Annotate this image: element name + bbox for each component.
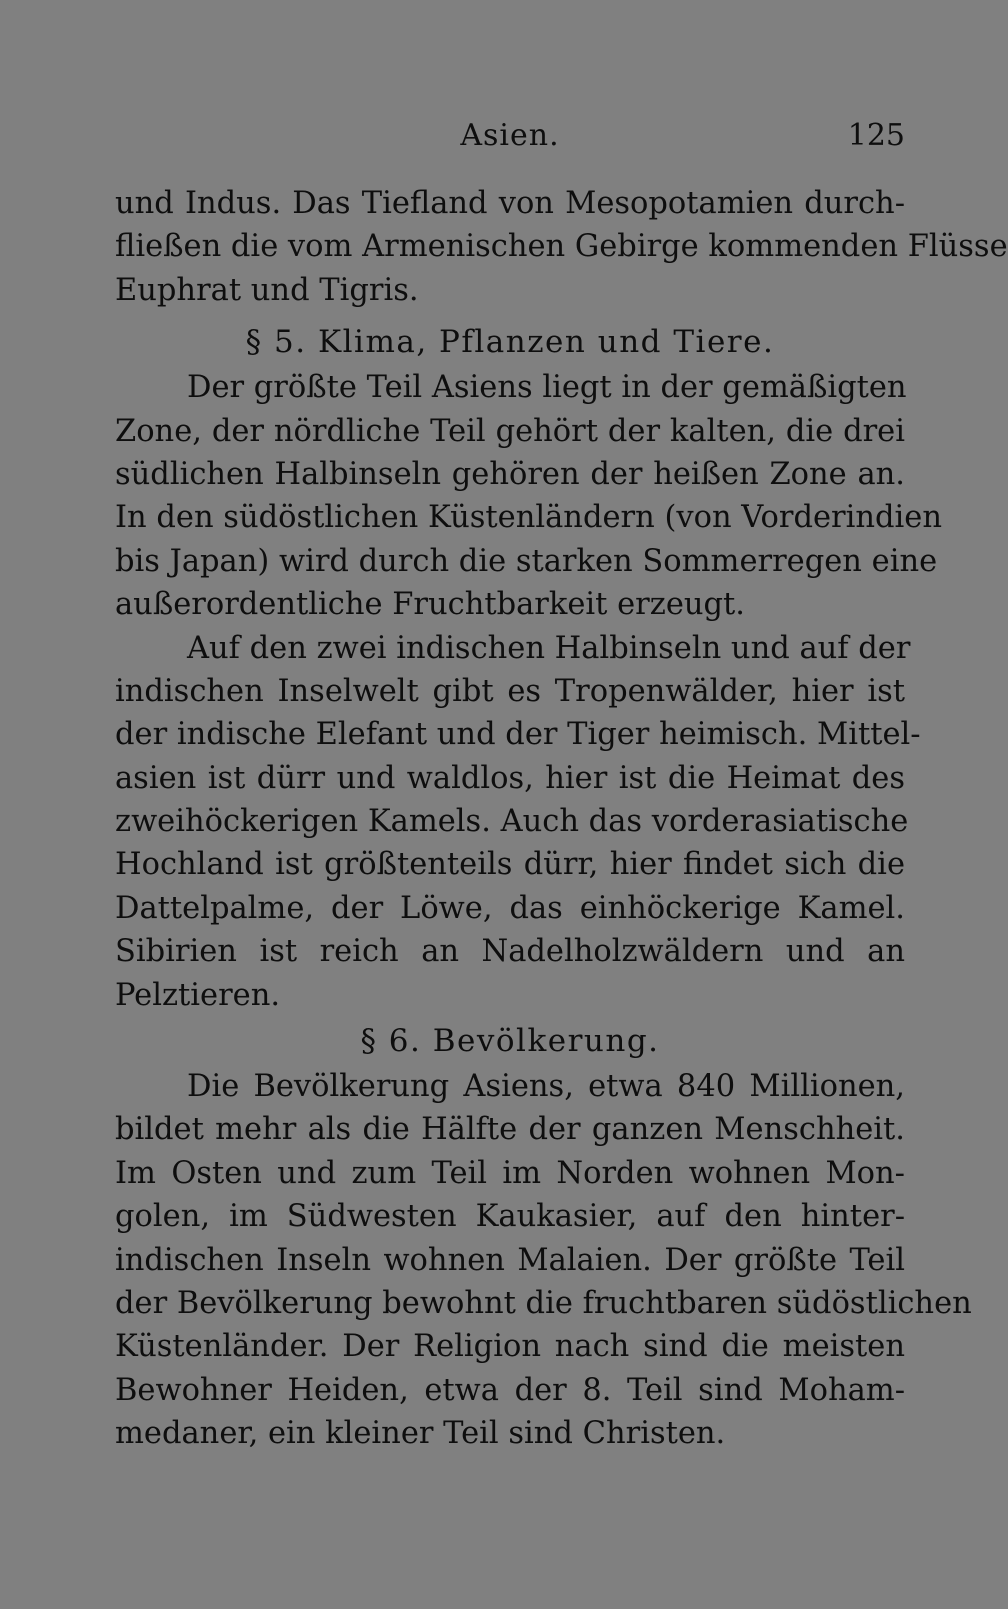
text-line: asien ist dürr und waldlos, hier ist die Heimat des xyxy=(115,760,905,796)
text-line: indischen Inselwelt gibt es Tropenwälder, hier ist xyxy=(115,673,905,709)
text-line: Dattelpalme, der Löwe, das einhöckerige Kamel. xyxy=(115,890,905,926)
text-line: medaner, ein kleiner Teil sind Christen. xyxy=(115,1416,726,1452)
text-line: zweihöckerigen Kamels. Auch das vorderasiatische xyxy=(115,804,909,840)
text-line: bis Japan) wird durch die starken Sommerregen eine xyxy=(115,543,938,579)
text-line: der indische Elefant und der Tiger heimisch. Mittel- xyxy=(115,717,921,753)
text-line: Pelztieren. xyxy=(115,977,281,1013)
text-line: außerordentliche Fruchtbarkeit erzeugt. xyxy=(115,587,745,623)
header-title: Asien. xyxy=(460,118,560,153)
text-line: südlichen Halbinseln gehören der heißen Zone an. xyxy=(115,456,905,492)
text-line: Hochland ist größtenteils dürr, hier findet sich die xyxy=(115,847,905,883)
section-6-paragraph-1 xyxy=(115,1065,972,1456)
text-line: Sibirien ist reich an Nadelholzwäldern und an xyxy=(115,934,905,970)
text-line: fließen die vom Armenischen Gebirge kommenden Flüsse xyxy=(115,229,1008,265)
text-line: golen, im Südwesten Kaukasier, auf den hinter- xyxy=(115,1199,905,1235)
section-5-paragraph-1 xyxy=(115,366,942,626)
section-heading-6: § 6. Bevölkerung. xyxy=(360,1023,660,1060)
text-line: der Bevölkerung bewohnt die fruchtbaren südöstlichen xyxy=(115,1285,972,1321)
text-line: und Indus. Das Tiefland von Mesopotamien durch- xyxy=(115,186,905,221)
text-line: Bewohner Heiden, etwa der 8. Teil sind Moham- xyxy=(115,1372,905,1408)
text-line: Auf den zwei indischen Halbinseln und auf der xyxy=(187,630,911,666)
text-line: Zone, der nördliche Teil gehört der kalten, die drei xyxy=(115,413,905,449)
page-number: 125 xyxy=(847,118,905,153)
section-5-paragraph-2 xyxy=(115,627,921,1018)
text-line: Im Osten und zum Teil im Norden wohnen Mon- xyxy=(115,1155,905,1191)
text-line: Küstenländer. Der Religion nach sind die meisten xyxy=(115,1329,905,1365)
text-line: In den südöstlichen Küstenländern (von Vorderindien xyxy=(115,500,942,536)
body-text xyxy=(115,182,1008,1456)
text-line: bildet mehr als die Hälfte der ganzen Menschheit. xyxy=(115,1112,905,1148)
running-header xyxy=(115,118,905,162)
intro-paragraph xyxy=(115,182,1008,312)
text-line: Euphrat und Tigris. xyxy=(115,272,419,308)
text-line: Der größte Teil Asiens liegt in der gemäßigten xyxy=(187,370,907,406)
text-line: indischen Inseln wohnen Malaien. Der größte Teil xyxy=(115,1242,905,1278)
section-heading-5: § 5. Klima, Pflanzen und Tiere. xyxy=(245,324,775,361)
text-line: Die Bevölkerung Asiens, etwa 840 Millionen, xyxy=(187,1069,905,1105)
